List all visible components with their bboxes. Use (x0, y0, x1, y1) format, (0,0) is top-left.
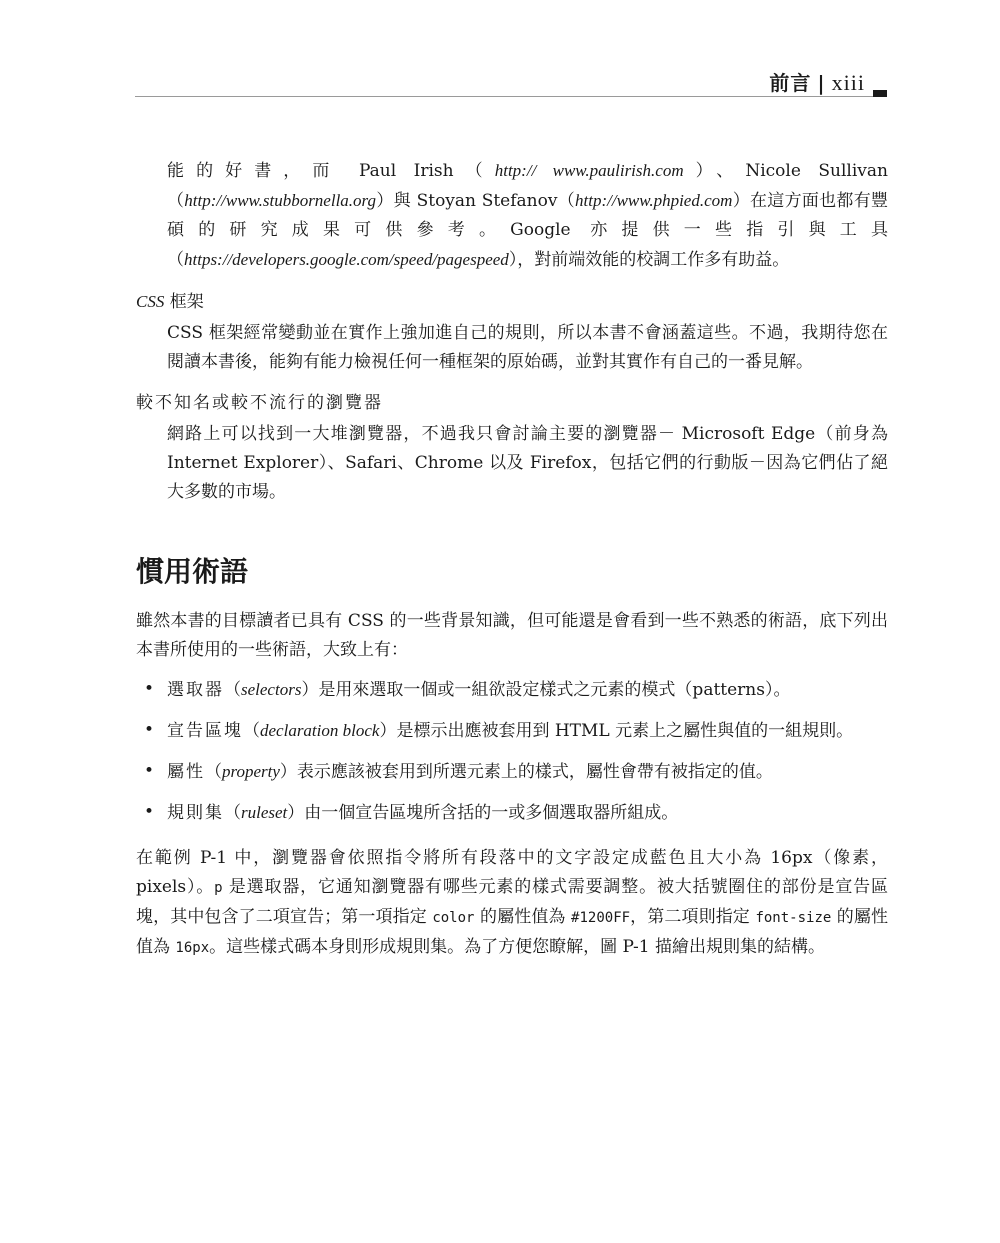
text: 在範例 (136, 848, 200, 868)
text: 描繪出規則集的結構。 (649, 937, 826, 957)
term-english: selectors (241, 680, 302, 699)
text: 是選取器，它通知瀏覽器有哪些元素的樣式需要調整。被大括號圈住的部份是宣告區塊，其中包含了二項宣告；第一項指定 (136, 877, 888, 927)
term-text: 框架 (164, 292, 204, 312)
text: ）與 Stoyan Stefanov（ (376, 191, 576, 211)
running-header (135, 62, 887, 97)
text: ，第二項則指定 (630, 907, 756, 927)
text: ），對前端效能的校調工作多有助益。 (508, 250, 790, 270)
code-inline: font-size (755, 910, 832, 926)
link-pagespeed: https://developers.google.com/speed/pagespeed (184, 250, 509, 269)
text: ）在這方面也都有豐碩的研究成果可供參考。Google 亦提供一些指引與工具（ (167, 191, 889, 270)
paragraph-css-frameworks: CSS 框架經常變動並在實作上強加進自己的規則，所以本書不會涵蓋這些。不過，我期待您在閱讀本書後，能夠有能力檢視任何一種框架的原始碼，並對其實作有自己的一番見解。 (167, 323, 888, 372)
link-paulirish: http:// www.paulirish.com (494, 161, 684, 180)
text: 的屬性值為 (474, 907, 572, 927)
code-inline: color (432, 910, 475, 926)
header-thumb-mark (873, 90, 887, 97)
paragraph-terms-intro: 雖然本書的目標讀者已具有 CSS 的一些背景知識，但可能還是會看到一些不熟悉的術語，底下列出本書所使用的一些術語，大致上有： (136, 611, 888, 660)
term-css-frameworks (136, 287, 888, 317)
term-italic: CSS (136, 292, 165, 311)
text: 的屬性值為 (136, 907, 889, 957)
term-browsers: 較不知名或較不流行的瀏覽器 (136, 393, 383, 413)
example-ref: P-1 (199, 848, 228, 868)
paren: （ (243, 721, 260, 741)
bullet-icon: • (144, 720, 155, 740)
term: 屬性 (167, 762, 205, 782)
link-stubbornella: http://www.stubbornella.org (184, 191, 377, 210)
code-inline: p (214, 880, 223, 896)
term-english: declaration block (260, 721, 380, 740)
list-item (136, 757, 888, 787)
list-item (136, 798, 888, 828)
bullet-icon: • (144, 802, 155, 822)
chapter-title: 前言 (769, 71, 812, 95)
description: 由一個宣告區塊所含括的一或多個選取器所組成。 (304, 803, 679, 823)
paren: ） (301, 680, 319, 700)
paren: ） (287, 803, 305, 823)
text: 。這些樣式碼本身則形成規則集。為了方便您瞭解，圖 (209, 937, 623, 957)
header-separator: | (817, 71, 826, 95)
code-inline: #1200FF (571, 910, 631, 926)
page-number: xiii (831, 70, 865, 95)
text: 能的好書，而 Paul Irish（ (167, 161, 495, 181)
text: ）、Nicole Sullivan（ (167, 161, 888, 211)
paragraph-browsers: 網路上可以找到一大堆瀏覽器，不過我只會討論主要的瀏覽器－ Microsoft Edge（前身為 Internet Explorer）、Safari、Chrome 以及 Firefox，包括它們的行動版－因為它們佔了絕大多數的市場。 (167, 424, 888, 502)
paren: ） (379, 721, 397, 741)
description: 是用來選取一個或一組欲設定樣式之元素的模式（patterns）。 (318, 680, 791, 700)
description: 是標示出應被套用到 HTML 元素上之屬性與值的一組規則。 (396, 721, 854, 741)
term-english: property (222, 762, 280, 781)
paragraph-example (136, 844, 888, 963)
terms-list (136, 675, 888, 828)
bullet-icon: • (144, 761, 155, 781)
figure-ref: P-1 (622, 937, 650, 957)
paren: （ (224, 680, 241, 700)
link-phpied: http://www.phpied.com (575, 191, 733, 210)
paren: （ (224, 803, 241, 823)
term: 規則集 (167, 803, 224, 823)
term: 宣告區塊 (167, 721, 243, 741)
term: 選取器 (167, 680, 224, 700)
paren: ） (279, 762, 297, 782)
description: 表示應該被套用到所選元素上的樣式，屬性會帶有被指定的值。 (296, 762, 773, 782)
paren: （ (205, 762, 222, 782)
list-item (136, 675, 888, 705)
code-inline: 16px (175, 940, 210, 956)
bullet-icon: • (144, 679, 155, 699)
list-item (136, 716, 888, 746)
paragraph-performance (167, 156, 888, 275)
text: 中，瀏覽器會依照指令將所有段落中的文字設定成藍色且大小為 16px（像素，pixels）。 (136, 848, 888, 897)
term-english: ruleset (241, 803, 288, 822)
section-heading: 慣用術語 (136, 555, 249, 588)
header-text (769, 67, 865, 96)
page-body (136, 156, 888, 963)
